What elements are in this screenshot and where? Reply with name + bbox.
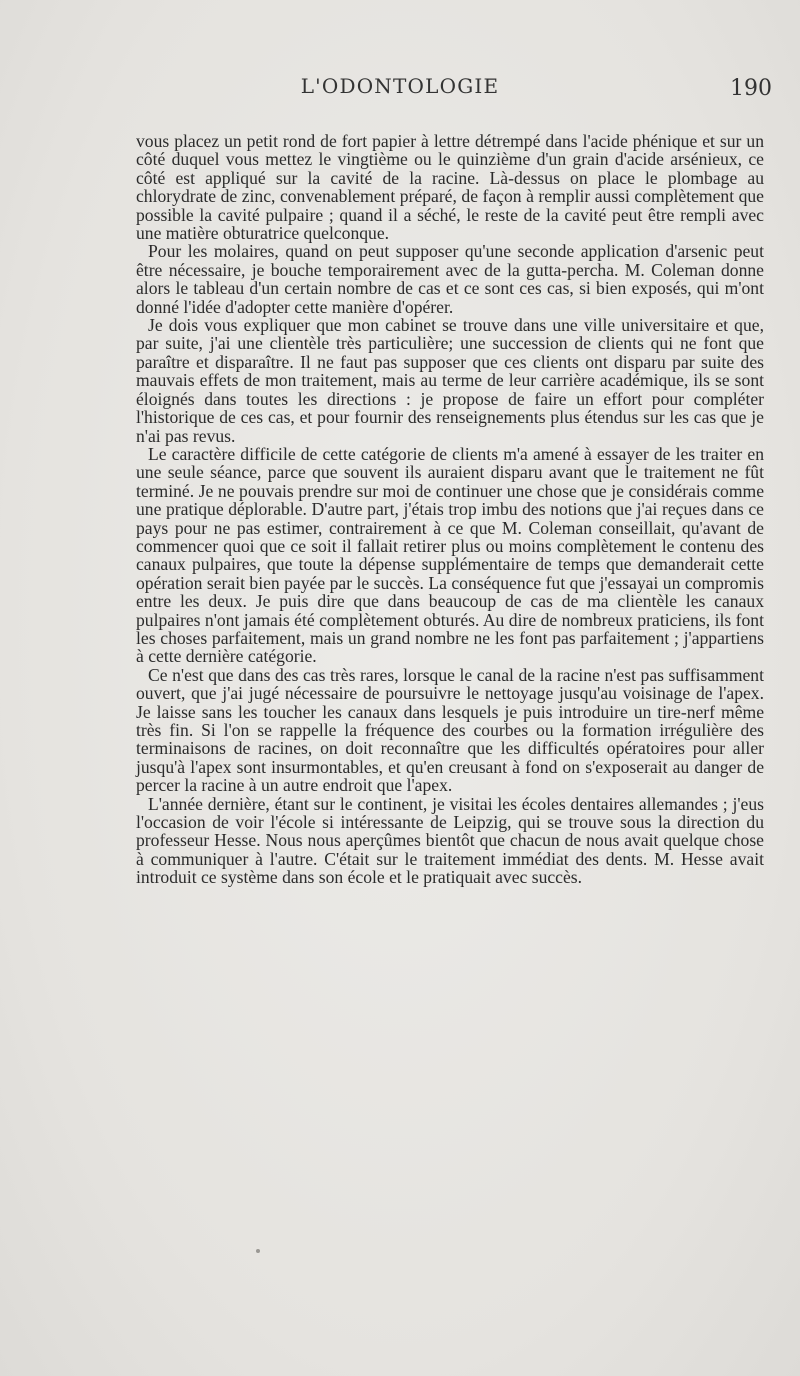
page-number: 190	[730, 76, 772, 101]
running-title: L'ODONTOLOGIE	[300, 74, 500, 98]
paragraph: vous placez un petit rond de fort papier à lettre détrempé dans l'acide phénique et sur un côté duquel vous mettez le vingtième ou le quinzième d'un grain d'acide arsénieux, ce côté est appliqué sur la cavité de la racine. Là-dessus on place le plombage au chlorydrate de zinc, convenablement préparé, de façon à remplir aussi complètement que possible la cavité pulpaire ; quand il a séché, le reste de la cavité peut être rempli avec une matière obturatrice quelconque.	[136, 131, 764, 244]
body-text	[136, 132, 764, 887]
paragraph: Pour les molaires, quand on peut supposer qu'une seconde application d'arsenic peut être nécessaire, je bouche temporairement avec de la gutta-percha. M. Coleman donne alors le tableau d'un certain nombre de cas et ce sont ces cas, si bien exposés, qui m'ont donné l'idée d'adopter cette manière d'opérer.	[136, 241, 764, 317]
paper-speck	[256, 1249, 260, 1253]
paragraph: L'année dernière, étant sur le continent, je visitai les écoles dentaires allemandes ; j'eus l'occasion de voir l'école si intéressante de Leipzig, qui se trouve sous la direction du professeur Hesse. Nous nous aperçûmes bientôt que chacun de nous avait quelque chose à communiquer à l'autre. C'était sur le traitement immédiat des dents. M. Hesse avait introduit ce système dans son école et le pratiquait avec succès.	[136, 793, 764, 888]
paragraph: Le caractère difficile de cette catégorie de clients m'a amené à essayer de les traiter en une seule séance, parce que souvent ils auraient disparu avant que le traitement ne fût terminé. Je ne pouvais prendre sur moi de continuer une chose que je considérais comme une pratique déplorable. D'autre part, j'étais trop imbu des notions que j'ai reçues dans ce pays pour ne pas estimer, contrairement à ce que M. Coleman conseillait, qu'avant de commencer quoi que ce soit il fallait retirer plus ou moins complètement le contenu des canaux pulpaires, que toute la dépense supplémentaire de temps que demanderait cette opération serait bien payée par le succès. La conséquence fut que j'essayai un compromis entre les deux. Je puis dire que dans beaucoup de cas de ma clientèle les canaux pulpaires n'ont jamais été complètement obturés. Au dire de nombreux praticiens, ils font les choses parfaitement, mais un grand nombre ne les font pas parfaitement ; j'appartiens à cette dernière catégorie.	[136, 443, 764, 667]
paragraph: Je dois vous expliquer que mon cabinet se trouve dans une ville universitaire et que, par suite, j'ai une clientèle très particulière; une succession de clients qui ne font que paraître et disparaître. Il ne faut pas supposer que ces clients ont disparu par suite des mauvais effets de mon traitement, mais au terme de leur carrière académique, ils se sont éloignés dans toutes les directions : je propose de faire un effort pour compléter l'historique de ces cas, et pour fournir des renseignements plus étendus sur les cas que je n'ai pas revus.	[136, 315, 764, 446]
paragraph: Ce n'est que dans des cas très rares, lorsque le canal de la racine n'est pas suffisamment ouvert, que j'ai jugé nécessaire de poursuivre le nettoyage jusqu'au voisinage de l'apex. Je laisse sans les toucher les canaux dans lesquels je puis introduire un tire-nerf même très fin. Si l'on se rappelle la fréquence des courbes ou la formation irrégulière des terminaisons de racines, on doit reconnaître que les difficultés opératoires pour aller jusqu'à l'apex sont insurmontables, et qu'en creusant à fond on s'exposerait au danger de percer la racine à un autre endroit que l'apex.	[136, 664, 764, 796]
